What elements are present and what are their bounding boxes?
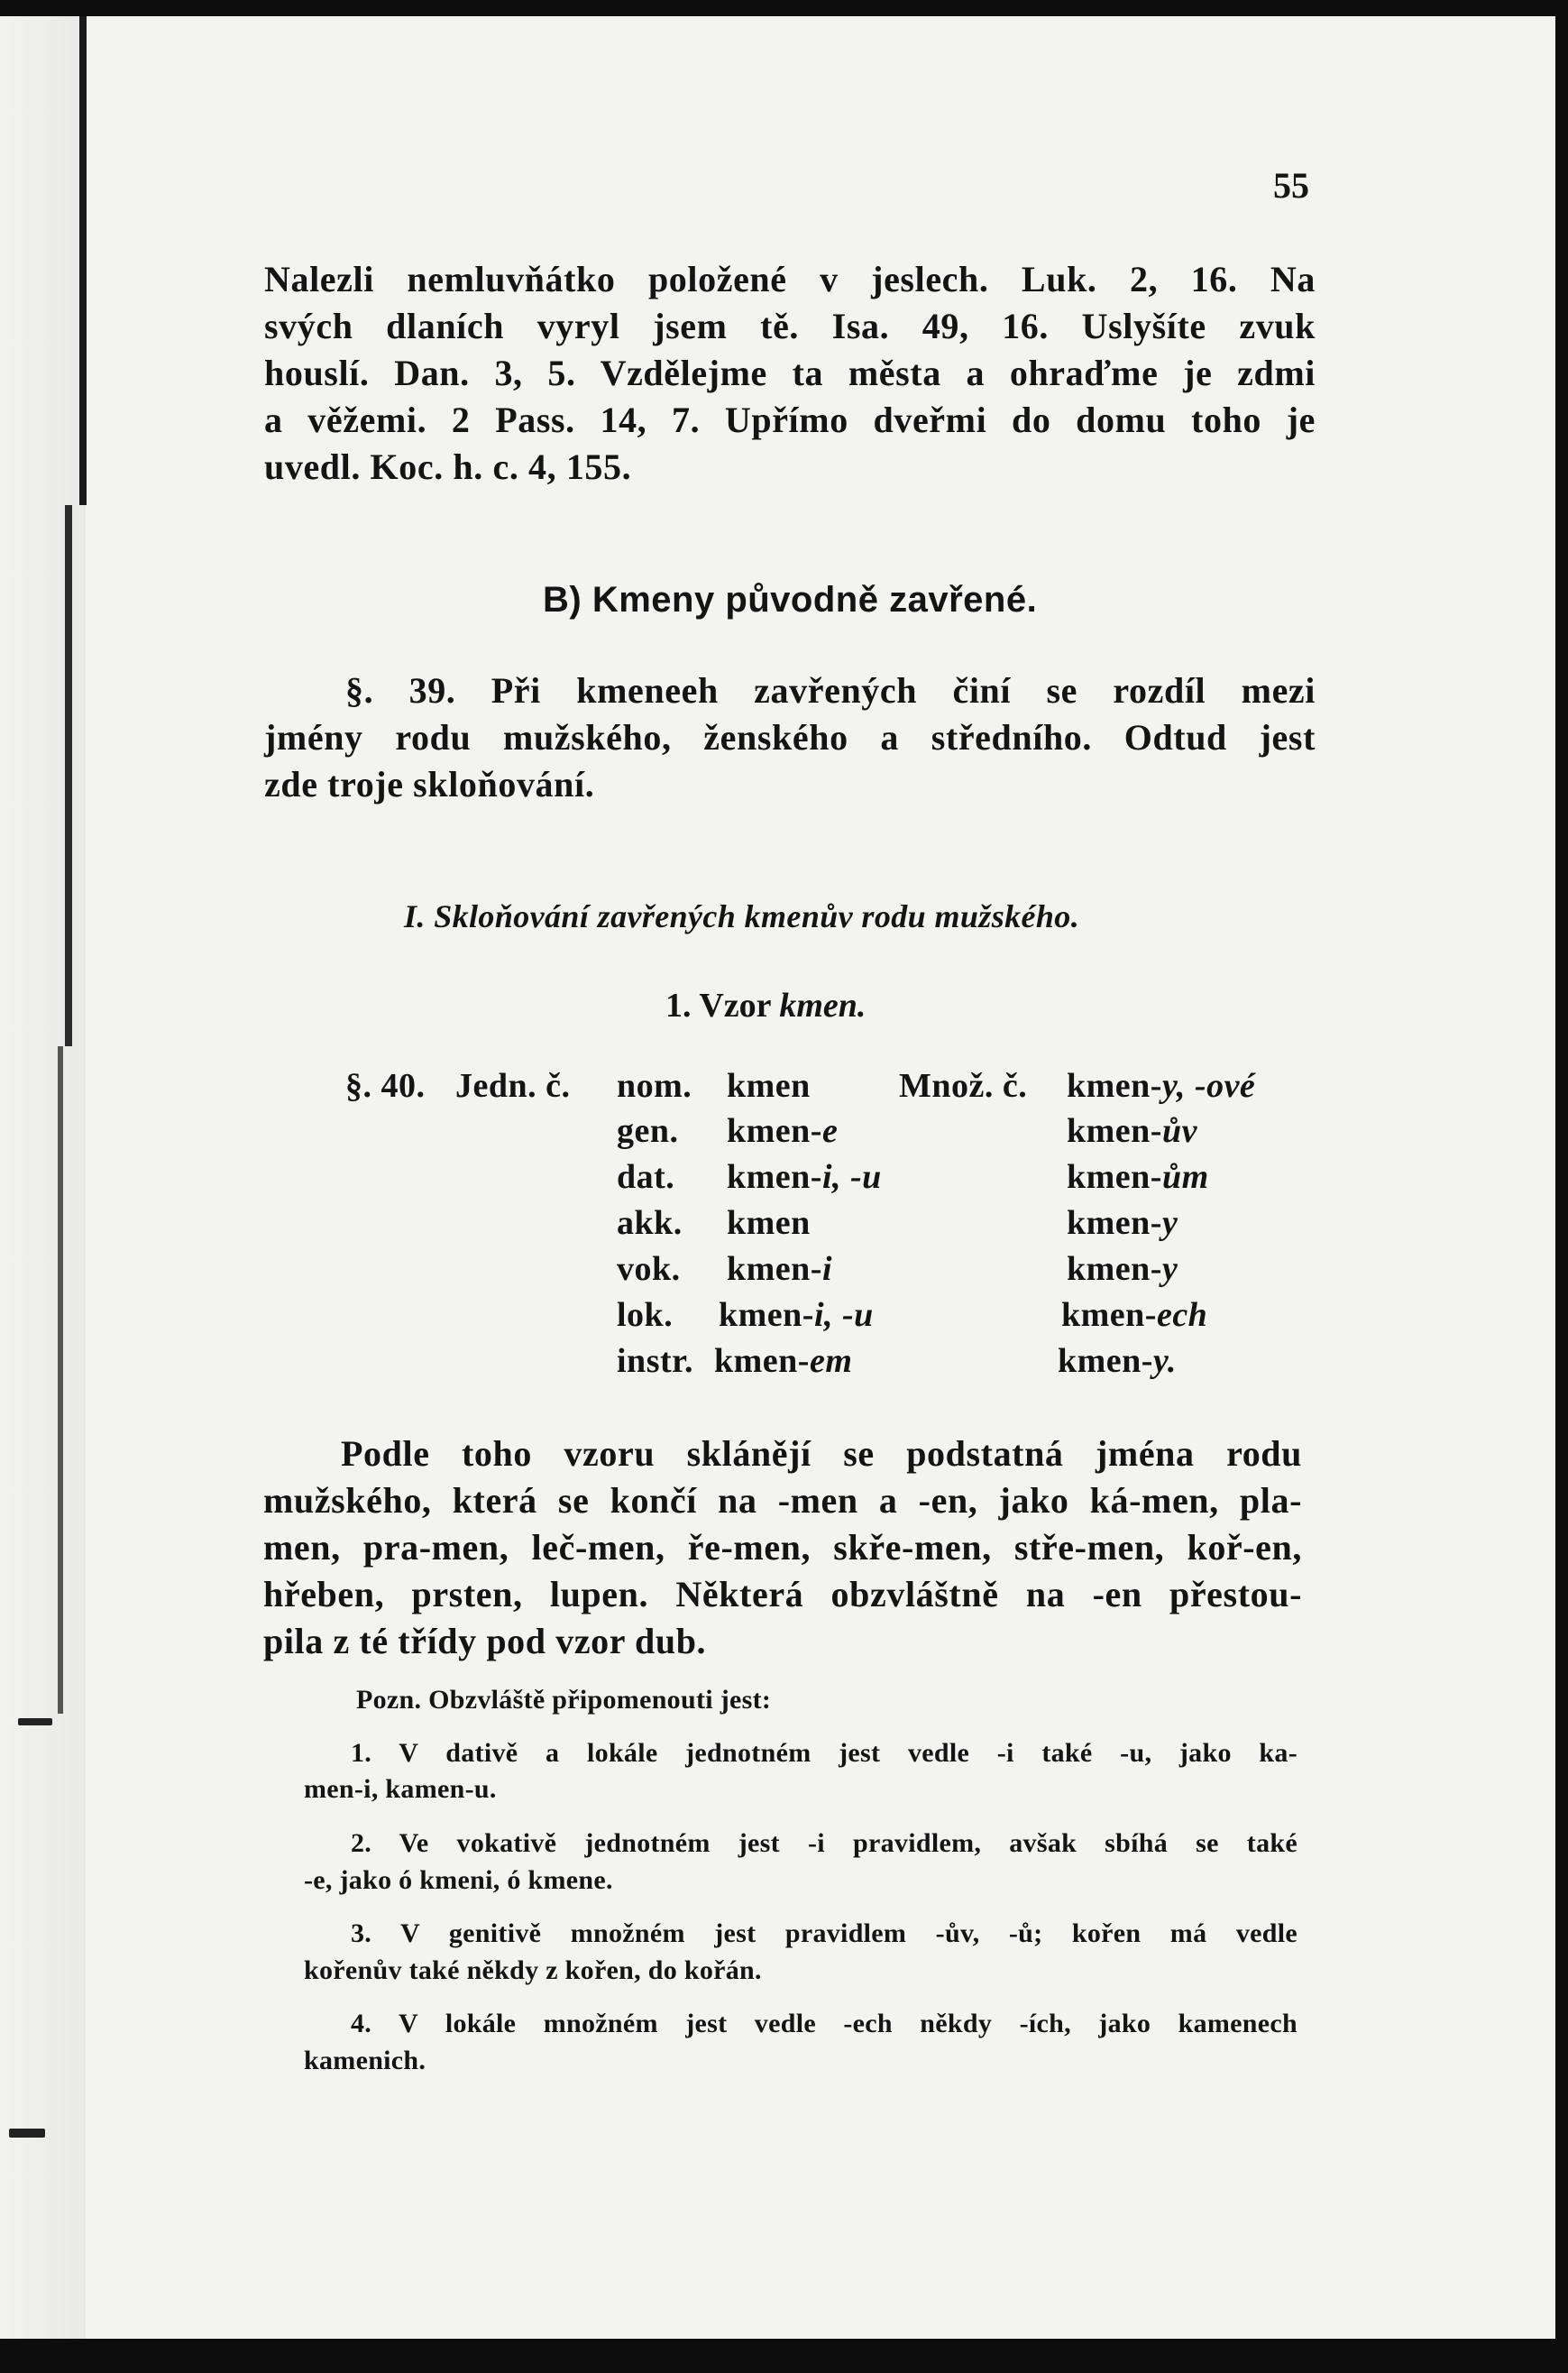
case-label: lok. <box>617 1296 674 1334</box>
note-line: kamenich. <box>304 2046 426 2075</box>
note-line: -e, jako ó kmeni, ó kmene. <box>304 1865 613 1895</box>
plural-form: kmen-y. <box>1058 1342 1177 1380</box>
section-heading: B) Kmeny původně zavřené. <box>543 580 1038 620</box>
singular-form: kmen <box>727 1067 811 1105</box>
singular-form: kmen-i, -u <box>719 1296 874 1334</box>
intro-line: Nalezli nemluvňátko položené v jeslech. Luk. 2, 16. Na <box>264 259 1316 299</box>
vzor-word: kmen. <box>779 987 867 1025</box>
note-line: 1. V dativě a lokále jednotném jest vedle -i také -u, jako ka- <box>351 1738 1297 1768</box>
singular-form: kmen-em <box>714 1342 853 1380</box>
case-label: dat. <box>617 1158 675 1196</box>
podle-line: men, pra-men, leč-men, ře-men, skře-men, stře-men, koř-en, <box>263 1527 1302 1568</box>
plural-label: Množ. č. <box>899 1067 1028 1105</box>
plural-form: kmen-ech <box>1061 1296 1208 1334</box>
subheading: I. Skloňování zavřených kmenův rodu mužského. <box>404 898 1080 934</box>
note-line: men-i, kamen-u. <box>304 1774 497 1804</box>
note-line: 4. V lokále množném jest vedle -ech někdy -ích, jako kamenech <box>351 2009 1297 2038</box>
case-label: gen. <box>617 1112 679 1150</box>
intro-line: houslí. Dan. 3, 5. Vzdělejme ta města a ohraďme je zdmi <box>264 353 1316 393</box>
plural-form: kmen-ům <box>1067 1158 1209 1196</box>
page-number: 55 <box>1273 165 1309 206</box>
podle-line: Podle toho vzoru sklánějí se podstatná jména rodu <box>341 1433 1302 1474</box>
vzor-line <box>665 986 866 1026</box>
singular-form: kmen-i <box>727 1250 833 1288</box>
note-line: 2. Ve vokativě jednotném jest -i pravidlem, avšak sbíhá se také <box>351 1828 1297 1858</box>
singular-form: kmen-i, -u <box>727 1158 882 1196</box>
case-label: nom. <box>617 1067 692 1105</box>
singular-label: Jedn. č. <box>455 1067 571 1105</box>
vzor-label: 1. Vzor <box>665 987 771 1025</box>
singular-form: kmen <box>727 1204 811 1242</box>
paradigm-section: §. 40. <box>345 1067 426 1105</box>
singular-form: kmen-e <box>727 1112 839 1150</box>
intro-line: uvedl. Koc. h. c. 4, 155. <box>264 446 632 487</box>
case-label: vok. <box>617 1250 681 1288</box>
intro-line: a věžemi. 2 Pass. 14, 7. Upřímo dveřmi do domu toho je <box>264 400 1316 440</box>
plural-form: kmen-y <box>1067 1250 1178 1288</box>
plural-form: kmen-ův <box>1067 1112 1197 1150</box>
para39-line: §. 39. Při kmeneeh zavřených činí se rozdíl mezi <box>345 670 1316 711</box>
para39-line: zde troje skloňování. <box>264 764 595 805</box>
note-line: kořenův také někdy z kořen, do kořán. <box>304 1955 762 1985</box>
podle-line: pila z té třídy pod vzor dub. <box>263 1621 707 1661</box>
intro-line: svých dlaních vyryl jsem tě. Isa. 49, 16. Uslyšíte zvuk <box>264 306 1316 346</box>
podle-line: mužského, která se končí na -men a -en, jako ká-men, pla- <box>263 1480 1302 1521</box>
case-label: instr. <box>617 1342 694 1380</box>
para39-line: jmény rodu mužského, ženského a středního. Odtud jest <box>264 717 1316 758</box>
plural-form: kmen-y <box>1067 1204 1178 1242</box>
notes-title: Pozn. Obzvláště připomenouti jest: <box>356 1685 772 1715</box>
note-line: 3. V genitivě množném jest pravidlem -ův, -ů; kořen má vedle <box>351 1918 1297 1948</box>
plural-form: kmen-y, -ové <box>1067 1067 1256 1105</box>
podle-line: hřeben, prsten, lupen. Některá obzvláštně na -en přestou- <box>263 1574 1302 1614</box>
case-label: akk. <box>617 1204 683 1242</box>
